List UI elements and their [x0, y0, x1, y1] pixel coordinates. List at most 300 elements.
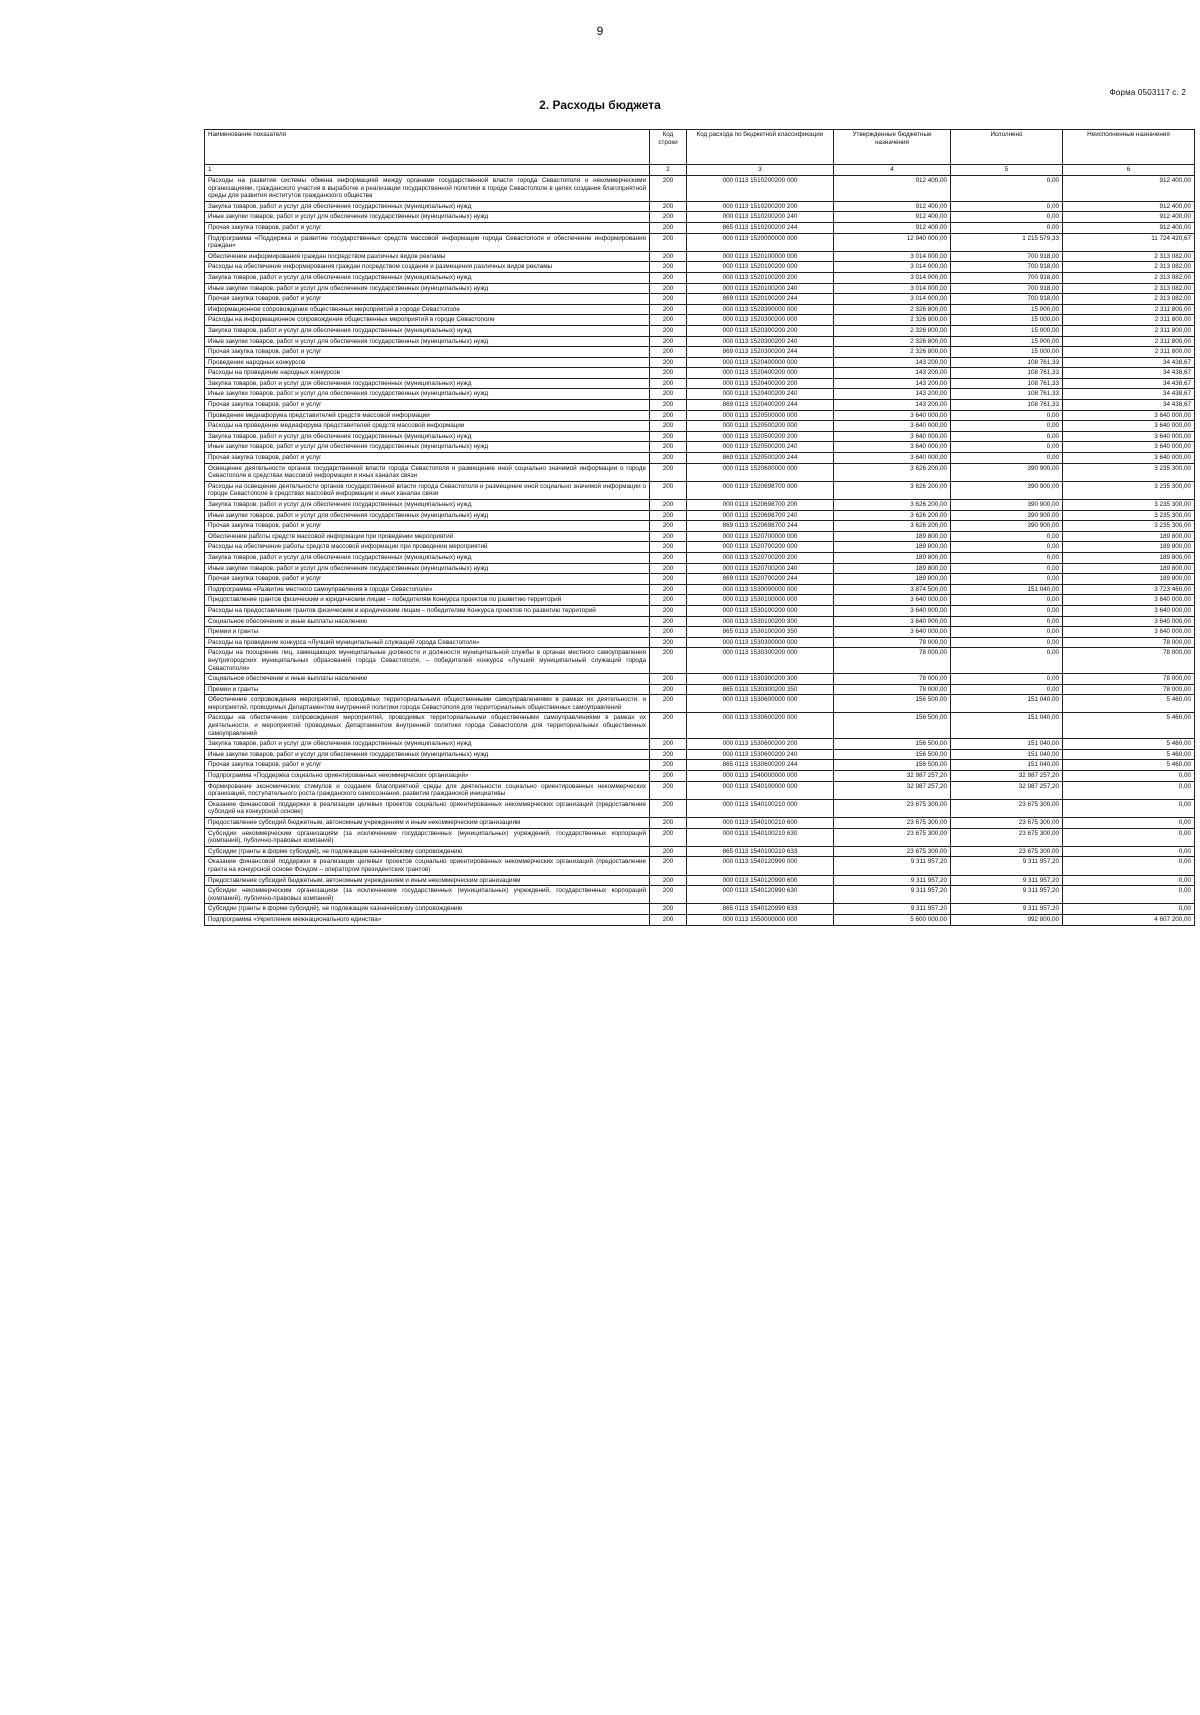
row-name: Прочая закупка товаров, работ и услуг	[205, 347, 650, 358]
row-executed: 0,00	[951, 616, 1063, 627]
row-name: Иные закупки товаров, работ и услуг для обеспечения государственных (муниципальных) нужд	[205, 510, 650, 521]
row-budget-code: 000 0113 1520500200 000	[687, 421, 834, 432]
row-line-code: 200	[650, 627, 687, 638]
row-unexecuted: 0,00	[1063, 846, 1195, 857]
row-budget-code: 000 0113 1520400200 240	[687, 389, 834, 400]
table-row	[205, 251, 1195, 262]
row-budget-code: 000 0113 1520700000 000	[687, 531, 834, 542]
row-budget-code: 000 0113 1520300200 240	[687, 336, 834, 347]
row-budget-code: 000 0113 1520700200 240	[687, 563, 834, 574]
row-name: Предоставление субсидий бюджетным, автономным учреждениям и иным некоммерческим организациям	[205, 875, 650, 886]
row-executed: 15 000,00	[951, 347, 1063, 358]
row-executed: 700 918,00	[951, 272, 1063, 283]
row-unexecuted: 3 640 000,00	[1063, 410, 1195, 421]
row-line-code: 200	[650, 233, 687, 251]
row-line-code: 200	[650, 648, 687, 674]
row-name: Предоставление субсидий бюджетным, автономным учреждениям и иным некоммерческим организациям	[205, 818, 650, 829]
row-name: Оказание финансовой поддержки в реализации целевых проектов социально ориентированных некоммерческих организаций (предоставление гранта на конкурсной основе Фондом – оператором президентских грантов)	[205, 857, 650, 875]
table-row	[205, 283, 1195, 294]
row-unexecuted: 5 460,00	[1063, 749, 1195, 760]
row-unexecuted: 912 400,00	[1063, 201, 1195, 212]
row-executed: 151 040,00	[951, 713, 1063, 739]
row-budget-code: 000 0113 1540120990 000	[687, 857, 834, 875]
row-line-code: 200	[650, 846, 687, 857]
row-name: Прочая закупка товаров, работ и услуг	[205, 574, 650, 585]
row-unexecuted: 78 000,00	[1063, 648, 1195, 674]
row-name: Подпрограмма «Укрепление межнационального единства»	[205, 914, 650, 925]
row-line-code: 200	[650, 875, 687, 886]
row-name: Расходы на развитие системы обмена информацией между органами государственной власти города Севастополя и некоммерческими организациями, гражданского участия в выработке и реализации государственной политики в городе Севастополе в целях создания благоприятной среды для развития институтов гражданского общества	[205, 176, 650, 202]
row-line-code: 200	[650, 521, 687, 532]
row-line-code: 200	[650, 251, 687, 262]
row-approved: 32 987 257,20	[834, 771, 951, 782]
table-row	[205, 648, 1195, 674]
row-unexecuted: 3 235 300,00	[1063, 463, 1195, 481]
row-approved: 78 000,00	[834, 648, 951, 674]
row-unexecuted: 3 640 000,00	[1063, 453, 1195, 464]
row-executed: 0,00	[951, 684, 1063, 695]
row-unexecuted: 5 460,00	[1063, 695, 1195, 713]
row-unexecuted: 2 313 082,00	[1063, 272, 1195, 283]
row-line-code: 200	[650, 616, 687, 627]
row-unexecuted: 189 800,00	[1063, 574, 1195, 585]
header-budget-code: Код расхода по бюджетной классификации	[687, 130, 834, 165]
row-name: Иные закупки товаров, работ и услуг для обеспечения государственных (муниципальных) нужд	[205, 749, 650, 760]
row-name: Проведение народных конкурсов	[205, 357, 650, 368]
row-name: Расходы на проведение народных конкурсов	[205, 368, 650, 379]
table-row	[205, 347, 1195, 358]
row-unexecuted: 78 000,00	[1063, 684, 1195, 695]
row-approved: 3 640 000,00	[834, 616, 951, 627]
row-budget-code: 000 0113 1520100200 200	[687, 272, 834, 283]
table-row	[205, 262, 1195, 273]
header-approved: Утвержденные бюджетные назначения	[834, 130, 951, 165]
row-unexecuted: 2 311 800,00	[1063, 315, 1195, 326]
row-approved: 912 400,00	[834, 212, 951, 223]
row-line-code: 200	[650, 914, 687, 925]
table-row	[205, 212, 1195, 223]
row-approved: 3 640 000,00	[834, 442, 951, 453]
row-name: Прочая закупка товаров, работ и услуг	[205, 453, 650, 464]
row-line-code: 200	[650, 713, 687, 739]
row-name: Закупка товаров, работ и услуг для обеспечения государственных (муниципальных) нужд	[205, 431, 650, 442]
row-name: Закупка товаров, работ и услуг для обеспечения государственных (муниципальных) нужд	[205, 500, 650, 511]
row-approved: 189 800,00	[834, 542, 951, 553]
row-name: Подпрограмма «Развитие местного самоуправления в городе Севастополе»	[205, 584, 650, 595]
table-row	[205, 637, 1195, 648]
row-budget-code: 000 0113 1510200200 240	[687, 212, 834, 223]
row-line-code: 200	[650, 595, 687, 606]
row-name: Иные закупки товаров, работ и услуг для обеспечения государственных (муниципальных) нужд	[205, 389, 650, 400]
row-line-code: 200	[650, 378, 687, 389]
row-line-code: 200	[650, 201, 687, 212]
row-approved: 143 200,00	[834, 400, 951, 411]
table-row	[205, 760, 1195, 771]
row-executed: 0,00	[951, 563, 1063, 574]
row-executed: 0,00	[951, 421, 1063, 432]
row-name: Субсидии некоммерческим организациям (за исключением государственных (муниципальных) учреждений, государственных корпораций (компаний), публично-правовых компаний)	[205, 828, 650, 846]
row-budget-code: 000 0113 1520698700 200	[687, 500, 834, 511]
row-executed: 32 987 257,20	[951, 771, 1063, 782]
table-row	[205, 304, 1195, 315]
row-unexecuted: 2 311 800,00	[1063, 325, 1195, 336]
row-approved: 3 640 000,00	[834, 410, 951, 421]
row-approved: 3 640 000,00	[834, 431, 951, 442]
row-line-code: 200	[650, 828, 687, 846]
table-row	[205, 357, 1195, 368]
row-approved: 143 200,00	[834, 389, 951, 400]
row-budget-code: 865 0113 1530100200 350	[687, 627, 834, 638]
table-row	[205, 627, 1195, 638]
row-executed: 0,00	[951, 605, 1063, 616]
row-line-code: 200	[650, 574, 687, 585]
row-budget-code: 869 0113 1520700200 244	[687, 574, 834, 585]
row-executed: 0,00	[951, 453, 1063, 464]
header-unexecuted: Неисполненные назначения	[1063, 130, 1195, 165]
row-approved: 23 675 300,00	[834, 828, 951, 846]
row-line-code: 200	[650, 272, 687, 283]
row-approved: 156 500,00	[834, 749, 951, 760]
row-budget-code: 000 0113 1530600200 200	[687, 739, 834, 750]
row-budget-code: 000 0113 1520300200 000	[687, 315, 834, 326]
row-approved: 3 014 000,00	[834, 251, 951, 262]
row-approved: 189 800,00	[834, 563, 951, 574]
row-line-code: 200	[650, 760, 687, 771]
row-executed: 700 918,00	[951, 251, 1063, 262]
row-name: Субсидии (гранты в форме субсидий), не подлежащие казначейскому сопровождению	[205, 904, 650, 915]
row-line-code: 200	[650, 542, 687, 553]
row-budget-code: 000 0113 1540120990 600	[687, 875, 834, 886]
row-executed: 32 987 257,20	[951, 781, 1063, 799]
table-row	[205, 272, 1195, 283]
row-executed: 0,00	[951, 542, 1063, 553]
row-approved: 2 326 800,00	[834, 304, 951, 315]
row-approved: 143 200,00	[834, 378, 951, 389]
row-unexecuted: 34 438,67	[1063, 368, 1195, 379]
table-row	[205, 378, 1195, 389]
row-approved: 3 626 200,00	[834, 481, 951, 499]
row-budget-code: 000 0113 1520400000 000	[687, 357, 834, 368]
row-line-code: 200	[650, 315, 687, 326]
row-executed: 151 040,00	[951, 749, 1063, 760]
row-approved: 143 200,00	[834, 357, 951, 368]
row-budget-code: 865 0113 1530300200 350	[687, 684, 834, 695]
table-header-row	[205, 130, 1195, 165]
row-executed: 108 761,33	[951, 400, 1063, 411]
table-row	[205, 552, 1195, 563]
row-budget-code: 000 0113 1530100200 000	[687, 605, 834, 616]
row-executed: 0,00	[951, 410, 1063, 421]
row-executed: 390 900,00	[951, 500, 1063, 511]
row-executed: 0,00	[951, 442, 1063, 453]
row-line-code: 200	[650, 463, 687, 481]
row-unexecuted: 11 724 420,67	[1063, 233, 1195, 251]
row-unexecuted: 2 311 800,00	[1063, 347, 1195, 358]
table-row	[205, 563, 1195, 574]
row-approved: 9 311 957,20	[834, 904, 951, 915]
row-line-code: 200	[650, 481, 687, 499]
row-budget-code: 865 0113 1540100210 633	[687, 846, 834, 857]
table-row	[205, 336, 1195, 347]
table-row	[205, 521, 1195, 532]
row-line-code: 200	[650, 400, 687, 411]
row-unexecuted: 3 235 300,00	[1063, 521, 1195, 532]
row-line-code: 200	[650, 283, 687, 294]
row-name: Расходы на освещение деятельности органов государственной власти города Севастополя и размещение иной социально значимой информации о городе Севастополе в средствах массовой информации и иных каналах связи	[205, 481, 650, 499]
table-row	[205, 584, 1195, 595]
row-executed: 108 761,33	[951, 357, 1063, 368]
row-unexecuted: 34 438,67	[1063, 400, 1195, 411]
table-row	[205, 739, 1195, 750]
row-budget-code: 000 0113 1520698700 240	[687, 510, 834, 521]
row-executed: 108 761,33	[951, 378, 1063, 389]
row-executed: 15 000,00	[951, 336, 1063, 347]
row-budget-code: 000 0113 1520700200 000	[687, 542, 834, 553]
row-budget-code: 865 0113 1530600200 244	[687, 760, 834, 771]
row-line-code: 200	[650, 552, 687, 563]
row-budget-code: 865 0113 1510200200 244	[687, 222, 834, 233]
table-row	[205, 389, 1195, 400]
row-name: Премии и гранты	[205, 627, 650, 638]
column-number: 3	[687, 165, 834, 176]
row-budget-code: 000 0113 1520100000 000	[687, 251, 834, 262]
row-approved: 3 014 000,00	[834, 262, 951, 273]
row-executed: 700 918,00	[951, 294, 1063, 305]
row-unexecuted: 0,00	[1063, 886, 1195, 904]
table-row	[205, 781, 1195, 799]
row-approved: 2 326 800,00	[834, 347, 951, 358]
row-approved: 78 000,00	[834, 684, 951, 695]
row-budget-code: 869 0113 1520500200 244	[687, 453, 834, 464]
row-line-code: 200	[650, 368, 687, 379]
row-budget-code: 000 0113 1510200200 000	[687, 176, 834, 202]
row-approved: 3 640 000,00	[834, 453, 951, 464]
row-budget-code: 000 0113 1540100210 630	[687, 828, 834, 846]
row-approved: 156 500,00	[834, 713, 951, 739]
row-name: Расходы на обеспечение работы средств массовой информации при проведении мероприятий	[205, 542, 650, 553]
header-executed: Исполнено	[951, 130, 1063, 165]
row-approved: 3 014 000,00	[834, 272, 951, 283]
row-name: Закупка товаров, работ и услуг для обеспечения государственных (муниципальных) нужд	[205, 272, 650, 283]
row-budget-code: 000 0113 1520000000 000	[687, 233, 834, 251]
table-row	[205, 846, 1195, 857]
row-approved: 12 940 000,00	[834, 233, 951, 251]
row-budget-code: 865 0113 1540120990 633	[687, 904, 834, 915]
row-approved: 9 311 957,20	[834, 886, 951, 904]
row-name: Прочая закупка товаров, работ и услуг	[205, 400, 650, 411]
row-approved: 3 640 000,00	[834, 595, 951, 606]
row-unexecuted: 3 640 000,00	[1063, 442, 1195, 453]
row-name: Обеспечение сопровождения мероприятий, проводимых территориальными общественными самоуправлениями в рамках их деятельности, и мероприятий, проводимых Департаментом внутренней политики города Севастополя для территориальных общественных самоуправлений	[205, 695, 650, 713]
row-unexecuted: 912 400,00	[1063, 222, 1195, 233]
table-row	[205, 904, 1195, 915]
row-budget-code: 000 0113 1550000000 000	[687, 914, 834, 925]
row-unexecuted: 3 235 300,00	[1063, 510, 1195, 521]
row-budget-code: 000 0113 1520100200 000	[687, 262, 834, 273]
row-executed: 0,00	[951, 574, 1063, 585]
row-line-code: 200	[650, 904, 687, 915]
row-budget-code: 000 0113 1530600200 000	[687, 713, 834, 739]
row-line-code: 200	[650, 739, 687, 750]
row-budget-code: 000 0113 1520300200 200	[687, 325, 834, 336]
row-unexecuted: 912 400,00	[1063, 212, 1195, 223]
table-row	[205, 431, 1195, 442]
row-budget-code: 869 0113 1520400200 244	[687, 400, 834, 411]
row-unexecuted: 0,00	[1063, 771, 1195, 782]
row-line-code: 200	[650, 453, 687, 464]
row-approved: 23 675 300,00	[834, 818, 951, 829]
row-budget-code: 000 0113 1530100000 000	[687, 595, 834, 606]
row-name: Прочая закупка товаров, работ и услуг	[205, 294, 650, 305]
row-budget-code: 000 0113 1520600000 000	[687, 463, 834, 481]
row-unexecuted: 0,00	[1063, 818, 1195, 829]
row-executed: 0,00	[951, 637, 1063, 648]
row-budget-code: 000 0113 1530300200 000	[687, 648, 834, 674]
row-line-code: 200	[650, 222, 687, 233]
row-executed: 390 900,00	[951, 521, 1063, 532]
row-executed: 9 311 957,20	[951, 904, 1063, 915]
row-budget-code: 869 0113 1520300200 244	[687, 347, 834, 358]
table-row	[205, 463, 1195, 481]
row-executed: 0,00	[951, 201, 1063, 212]
row-unexecuted: 34 438,67	[1063, 357, 1195, 368]
row-budget-code: 000 0113 1520698700 000	[687, 481, 834, 499]
row-name: Расходы на проведение конкурса «Лучший муниципальный служащий города Севастополя»	[205, 637, 650, 648]
row-approved: 3 874 500,00	[834, 584, 951, 595]
row-approved: 3 626 200,00	[834, 463, 951, 481]
table-row	[205, 875, 1195, 886]
row-name: Информационное сопровождение общественных мероприятий в городе Севастополе	[205, 304, 650, 315]
row-budget-code: 000 0113 1530600000 000	[687, 695, 834, 713]
row-unexecuted: 3 640 000,00	[1063, 421, 1195, 432]
row-unexecuted: 189 800,00	[1063, 531, 1195, 542]
row-approved: 9 311 957,20	[834, 875, 951, 886]
row-approved: 3 626 200,00	[834, 510, 951, 521]
row-approved: 9 311 957,20	[834, 857, 951, 875]
row-name: Закупка товаров, работ и услуг для обеспечения государственных (муниципальных) нужд	[205, 201, 650, 212]
row-name: Субсидии (гранты в форме субсидий), не подлежащие казначейскому сопровождению	[205, 846, 650, 857]
row-budget-code: 000 0113 1530100200 300	[687, 616, 834, 627]
row-line-code: 200	[650, 674, 687, 685]
row-line-code: 200	[650, 500, 687, 511]
row-name: Социальное обеспечение и иные выплаты населению	[205, 674, 650, 685]
row-approved: 189 800,00	[834, 574, 951, 585]
row-unexecuted: 2 313 082,00	[1063, 294, 1195, 305]
table-row	[205, 605, 1195, 616]
table-row	[205, 481, 1195, 499]
row-name: Прочая закупка товаров, работ и услуг	[205, 760, 650, 771]
table-row	[205, 400, 1195, 411]
row-name: Формирование экономических стимулов и создание благоприятной среды для деятельности социально ориентированных некоммерческих организаций, поступательного роста гражданского самосознания, развития гражданской инициативы	[205, 781, 650, 799]
row-name: Закупка товаров, работ и услуг для обеспечения государственных (муниципальных) нужд	[205, 739, 650, 750]
row-unexecuted: 3 640 000,00	[1063, 616, 1195, 627]
row-name: Расходы на поощрение лиц, замещающих муниципальные должности и должности муниципальной службы в органах местного самоуправления внутригородских муниципальных образований города Севастополя, – победителей конкурса «Лучший муниципальный служащий города Севастополя»	[205, 648, 650, 674]
row-unexecuted: 34 438,67	[1063, 378, 1195, 389]
row-executed: 151 040,00	[951, 695, 1063, 713]
table-row	[205, 828, 1195, 846]
table-row	[205, 542, 1195, 553]
row-budget-code: 000 0113 1520100200 240	[687, 283, 834, 294]
row-name: Обеспечение информирования граждан посредством различных видов рекламы	[205, 251, 650, 262]
column-number-row	[205, 165, 1195, 176]
row-line-code: 200	[650, 442, 687, 453]
form-reference: Форма 0503117 с. 2	[1109, 88, 1186, 97]
row-name: Расходы на проведение медиафорума представителей средств массовой информации	[205, 421, 650, 432]
row-line-code: 200	[650, 389, 687, 400]
row-executed: 0,00	[951, 674, 1063, 685]
column-number: 5	[951, 165, 1063, 176]
row-unexecuted: 189 800,00	[1063, 552, 1195, 563]
table-row	[205, 410, 1195, 421]
row-name: Премии и гранты	[205, 684, 650, 695]
row-approved: 3 626 200,00	[834, 500, 951, 511]
row-unexecuted: 0,00	[1063, 857, 1195, 875]
row-unexecuted: 3 235 300,00	[1063, 481, 1195, 499]
table-row	[205, 914, 1195, 925]
row-line-code: 200	[650, 294, 687, 305]
row-budget-code: 000 0113 1540100210 000	[687, 799, 834, 817]
row-executed: 700 918,00	[951, 262, 1063, 273]
table-row	[205, 294, 1195, 305]
row-line-code: 200	[650, 886, 687, 904]
row-name: Проведение медиафорума представителей средств массовой информации	[205, 410, 650, 421]
table-row	[205, 886, 1195, 904]
table-row	[205, 233, 1195, 251]
row-budget-code: 000 0113 1520400200 200	[687, 378, 834, 389]
row-unexecuted: 0,00	[1063, 799, 1195, 817]
row-budget-code: 869 0113 1520698700 244	[687, 521, 834, 532]
row-unexecuted: 912 400,00	[1063, 176, 1195, 202]
row-unexecuted: 2 313 082,00	[1063, 283, 1195, 294]
row-approved: 3 640 000,00	[834, 421, 951, 432]
row-executed: 0,00	[951, 212, 1063, 223]
table-row	[205, 531, 1195, 542]
row-name: Подпрограмма «Поддержка социально ориентированных некоммерческих организаций»	[205, 771, 650, 782]
table-row	[205, 857, 1195, 875]
column-number: 1	[205, 165, 650, 176]
row-executed: 0,00	[951, 648, 1063, 674]
row-executed: 0,00	[951, 595, 1063, 606]
row-budget-code: 000 0113 1520700200 200	[687, 552, 834, 563]
row-unexecuted: 4 607 200,00	[1063, 914, 1195, 925]
column-number: 2	[650, 165, 687, 176]
row-executed: 0,00	[951, 176, 1063, 202]
row-approved: 32 987 257,20	[834, 781, 951, 799]
table-row	[205, 771, 1195, 782]
table-row	[205, 684, 1195, 695]
row-executed: 390 900,00	[951, 481, 1063, 499]
table-row	[205, 222, 1195, 233]
row-approved: 912 400,00	[834, 201, 951, 212]
row-executed: 9 311 957,20	[951, 857, 1063, 875]
row-unexecuted: 0,00	[1063, 828, 1195, 846]
row-approved: 5 600 000,00	[834, 914, 951, 925]
row-unexecuted: 2 313 082,00	[1063, 262, 1195, 273]
table-row	[205, 442, 1195, 453]
table-row	[205, 421, 1195, 432]
row-approved: 3 640 000,00	[834, 627, 951, 638]
row-approved: 156 500,00	[834, 739, 951, 750]
row-line-code: 200	[650, 212, 687, 223]
row-name: Закупка товаров, работ и услуг для обеспечения государственных (муниципальных) нужд	[205, 552, 650, 563]
table-row	[205, 368, 1195, 379]
table-row	[205, 595, 1195, 606]
column-number: 4	[834, 165, 951, 176]
row-unexecuted: 3 640 000,00	[1063, 605, 1195, 616]
row-line-code: 200	[650, 695, 687, 713]
table-row	[205, 818, 1195, 829]
row-budget-code: 000 0113 1540100210 600	[687, 818, 834, 829]
